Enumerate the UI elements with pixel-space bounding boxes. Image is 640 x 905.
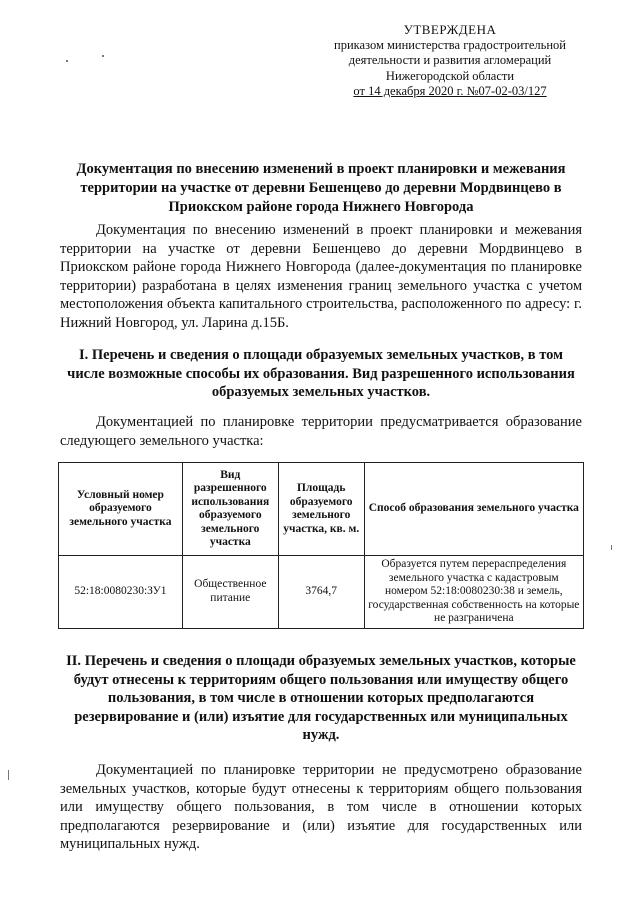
cell-area: 3764,7 xyxy=(278,556,364,629)
header-formation-method: Способ образования земельного участка xyxy=(364,463,583,556)
section-1-paragraph xyxy=(60,413,582,450)
table-row xyxy=(59,556,584,629)
scan-speck xyxy=(8,770,9,780)
scan-speck xyxy=(611,545,612,550)
approval-heading: УТВЕРЖДЕНА xyxy=(403,22,497,37)
section-2-paragraph xyxy=(60,761,582,854)
header-permitted-use: Вид разрешенного использования образуемого земельного участка xyxy=(182,463,278,556)
approval-line-2: деятельности и развития агломераций xyxy=(348,53,552,67)
document-title: Документация по внесению изменений в проект планировки и межевания территории на участке от деревни Бешенцево до деревни Мордвинцево в Приокском районе города Нижнего Новгорода xyxy=(76,161,566,215)
section-2-heading-text: Перечень и сведения о площади образуемых земельных участков, которые будут отнесены к территориям общего пользования или имуществу общего пользования, в том числе в отношении которых предполагаются резервирование и (или) изъятие для государственных или муниципальных нужд. xyxy=(73,653,576,743)
approval-stamp xyxy=(300,22,600,100)
section-1-paragraph-text: Документацией по планировке территории предусматривается образование следующего земельного участка: xyxy=(60,414,582,449)
header-area: Площадь образуемого земельного участка, кв. м. xyxy=(278,463,364,556)
approval-date: от 14 декабря 2020 г. №07-02-03/127 xyxy=(353,84,547,98)
table-header-row xyxy=(59,463,584,556)
section-1-heading xyxy=(60,346,582,402)
cell-permitted-use: Общественное питание xyxy=(182,556,278,629)
scan-speck xyxy=(66,60,68,62)
approval-line-3: Нижегородской области xyxy=(385,68,515,83)
section-2-number: II. xyxy=(66,653,82,669)
intro-paragraph-text: Документация по внесению изменений в проект планировки и межевания территории на участке от деревни Бешенцево до деревни Мордвинцево в Приокском районе города Нижнего Новгорода (далее-документация по планировке территории) разработана в целях изменения границ земельного участка с учетом местоположения объекта капитального строительства, расположенного по адресу: г. Нижний Новгород, ул. Ларина д.15Б. xyxy=(60,222,582,331)
cell-parcel-number: 52:18:0080230:ЗУ1 xyxy=(59,556,183,629)
header-parcel-number: Условный номер образуемого земельного участка xyxy=(59,463,183,556)
parcel-table xyxy=(58,462,584,629)
section-2-heading xyxy=(60,652,582,745)
section-2-paragraph-text: Документацией по планировке территории не предусмотрено образование земельных участков, которые будут отнесены к территориям общего пользования или имуществу общего пользования, в том числе в отношении которых предполагаются резервирование и (или) изъятие для государственных или муниципальных нужд. xyxy=(60,762,582,852)
approval-line-1: приказом министерства градостроительной xyxy=(334,37,566,52)
cell-formation-method: Образуется путем перераспределения земельного участка с кадастровым номером 52:18:0080230:38 и земель, государственная собственность на которые не разграничена xyxy=(364,556,583,629)
intro-paragraph xyxy=(60,221,582,332)
section-1-number: I. xyxy=(78,347,89,363)
scan-speck xyxy=(102,55,104,57)
section-1-heading-text: Перечень и сведения о площади образуемых земельных участков, в том числе возможные способы их образования. Вид разрешенного использования образуемых земельных участков. xyxy=(67,347,575,400)
